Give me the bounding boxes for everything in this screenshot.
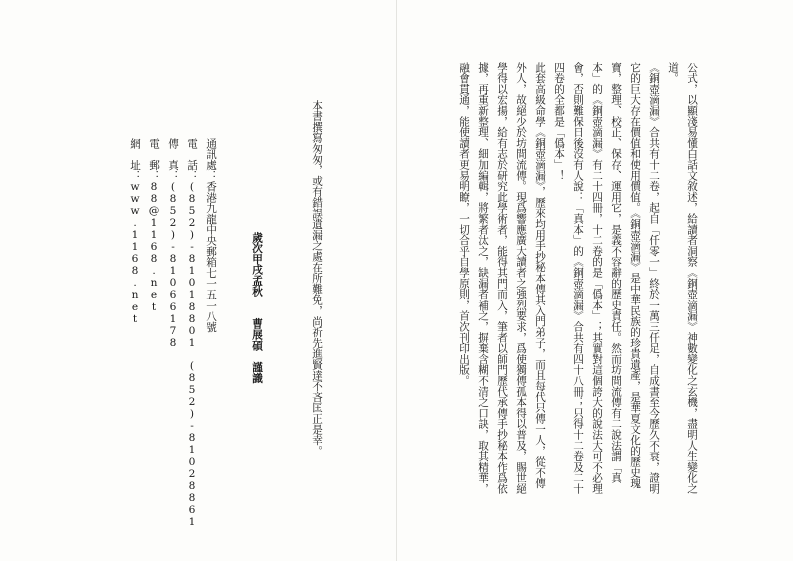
contact-website bbox=[129, 138, 141, 325]
preface-text bbox=[454, 62, 701, 494]
signature bbox=[247, 232, 266, 452]
contact-fax-label: 傳 真： bbox=[167, 138, 179, 182]
contact-fax bbox=[167, 138, 179, 349]
contact-email-label: 電 郵： bbox=[148, 138, 160, 182]
contact-website-value: www.1168.net bbox=[129, 181, 141, 326]
closing-remark: 本書撰寫匆匆，或有錯誤遺漏之處在所難免，尚祈先進賢達不吝匡正是幸。 bbox=[311, 100, 323, 457]
signature-name: 曹展碩 bbox=[251, 318, 263, 351]
contact-phone-value: (852)-81018801 (852)-81028861 bbox=[186, 181, 198, 528]
contact-phone-label: 電 話： bbox=[186, 138, 198, 182]
signature-suffix: 謹識 bbox=[251, 361, 263, 384]
contact-website-label: 網 址： bbox=[129, 138, 141, 182]
preface-paragraph-3: 此套高級命學《銅壺滴漏》，歷來均用手抄秘本傳其入門弟子，而且每代只傳一人，從不傳外人，故絕少於坊間流傳。現爲響應廣大讀者之強烈要求，爲使獨傳孤本得以普及，賜世絕學得以宏揚，給有志於研究此學術者，能得其門而入，筆者以師門歷代承傳手抄秘本作爲依據，再重新整理、細加編輯，將繁者汰之，缺漏者補之，摒棄含糊不清之口訣，取其精華，融會貫通，能使讀者更易明瞭，一切合乎自學原則，首次刊印出版。 bbox=[458, 62, 546, 494]
contact-phone bbox=[186, 138, 198, 528]
contact-address-value: 香港九龍中央郵箱七一五一八號 bbox=[205, 181, 217, 333]
contact-address-label: 通訊處： bbox=[205, 138, 217, 182]
contact-email bbox=[148, 138, 160, 313]
contact-address bbox=[205, 138, 217, 332]
contact-fax-value: (852)-81066178 bbox=[167, 181, 179, 350]
left-page bbox=[0, 0, 396, 561]
signature-date: 歲次甲戌孟秋 bbox=[251, 232, 263, 297]
right-page bbox=[397, 0, 793, 561]
preface-paragraph-2: 《銅壺滴漏》合共有十二卷，起自「仟零一」終於一萬三仟足，自成書至今歷久不衰，證明它的巨大存在價值和使用價值。《銅壺滴漏》是中華民族的珍貴遺產，是華夏文化的歷史瑰寶，整理、校正、保存、運用它，是義不容辭的歷史責任。然而坊間流傳有二說法謂「真本」的《銅壺滴漏》有二十四冊，十二卷的是「僞本」；其實對這個誇大的說法大可不必理會，否則難保日後沒有人說：「真本」的《銅壺滴漏》合共有四十八冊；只得十二卷及二十四卷的全都是「僞本」！ bbox=[553, 62, 660, 494]
contact-email-value: 88@1168.net bbox=[148, 181, 160, 314]
contact-info bbox=[125, 138, 220, 528]
preface-paragraph-1: 公式，以顯淺易懂白話文敘述，給讀者洞察《銅壺滴漏》神數變化之玄機，盡明人生變化之道。 bbox=[667, 62, 698, 494]
